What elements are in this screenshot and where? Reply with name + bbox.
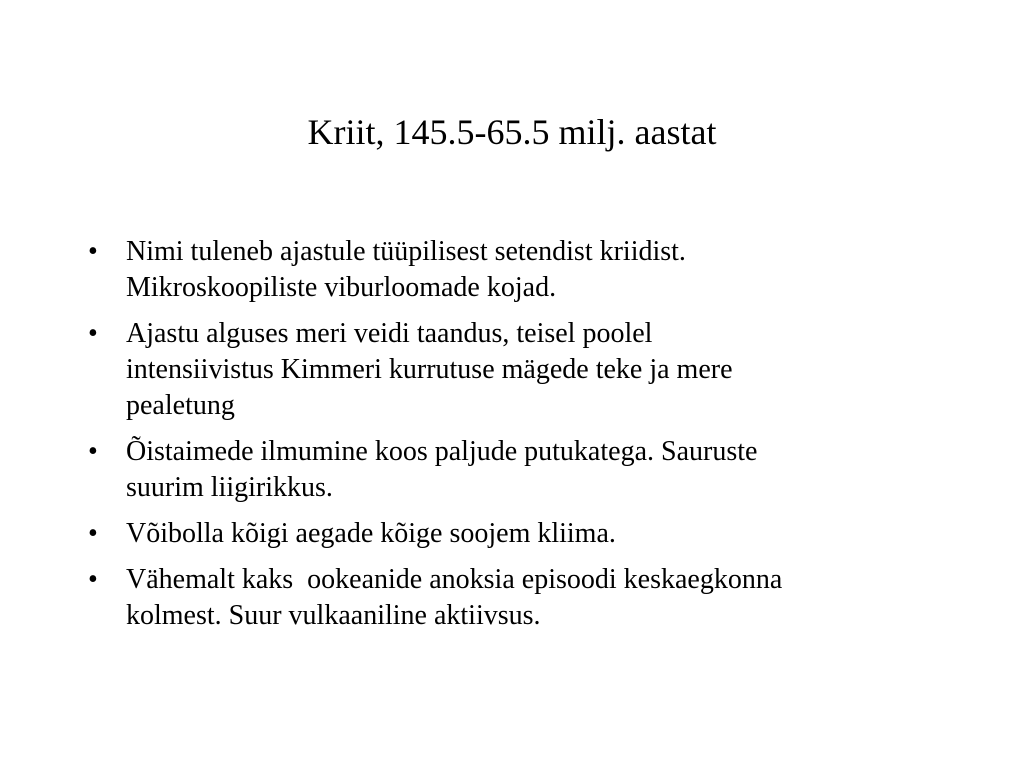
bullet-item — [88, 562, 948, 634]
bullet-marker: • — [88, 518, 98, 549]
bullet-marker: • — [88, 564, 98, 595]
bullet-item — [88, 316, 948, 424]
bullet-marker: • — [88, 236, 98, 267]
bullet-text: Võibolla kõigi aegade kõige soojem kliima. — [126, 518, 616, 549]
bullet-text: Nimi tuleneb ajastule tüüpilisest setendist kriidist. Mikroskoopiliste viburloomade kojad. — [126, 236, 686, 303]
bullet-item — [88, 516, 948, 552]
bullet-list — [88, 234, 948, 644]
bullet-marker: • — [88, 318, 98, 349]
bullet-text: Vähemalt kaks ookeanide anoksia episoodi keskaegkonna kolmest. Suur vulkaaniline aktiivsus. — [126, 564, 783, 631]
bullet-item — [88, 434, 948, 506]
slide-title: Kriit, 145.5-65.5 milj. aastat — [307, 112, 717, 152]
bullet-text: Ajastu alguses meri veidi taandus, teisel poolel intensiivistus Kimmeri kurrutuse mägede teke ja mere pealetung — [126, 318, 733, 421]
bullet-marker: • — [88, 436, 98, 467]
bullet-text: Õistaimede ilmumine koos paljude putukatega. Sauruste suurim liigirikkus. — [126, 436, 758, 503]
bullet-item — [88, 234, 948, 306]
